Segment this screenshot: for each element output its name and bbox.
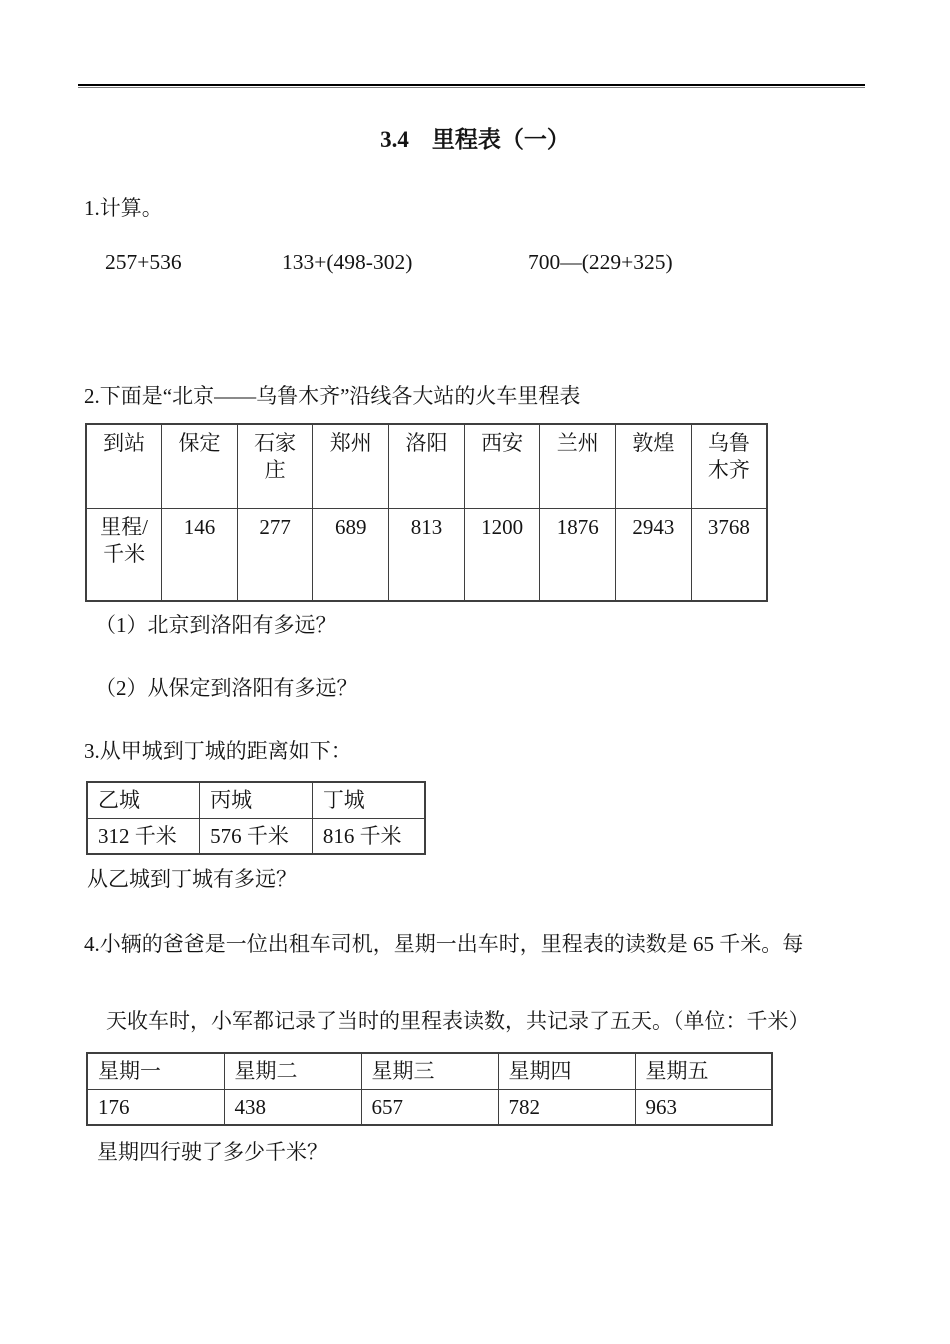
q3-value-cell: 816 千米 — [312, 819, 425, 855]
q3-header-cell: 丙城 — [200, 782, 313, 819]
q2-header-cell: 到站 — [86, 424, 162, 509]
q2-value-cell: 1876 — [540, 509, 616, 602]
q4-text-line2: 天收车时，小军都记录了当时的里程表读数，共记录了五天。（单位：千米） — [106, 1009, 810, 1033]
q4-value-cell: 176 — [87, 1090, 224, 1126]
q2-value-cell: 689 — [313, 509, 389, 602]
q2-value-cell: 2943 — [616, 509, 692, 602]
q3-question: 从乙城到丁城有多远？ — [87, 867, 297, 891]
q1-label: 1.计算。 — [84, 196, 163, 220]
q4-text-line1: 4.小辆的爸爸是一位出租车司机，星期一出车时，里程表的读数是 65 千米。每 — [84, 932, 804, 956]
q2-value-cell: 277 — [237, 509, 313, 602]
q2-header-cell: 敦煌 — [616, 424, 692, 509]
q4-value-cell: 963 — [635, 1090, 772, 1126]
q4-value-cell: 782 — [498, 1090, 635, 1126]
q3-value-cell: 312 千米 — [87, 819, 200, 855]
q4-table-data-row — [87, 1090, 772, 1126]
q4-question: 星期四行驶了多少千米？ — [97, 1140, 328, 1164]
q3-table-data-row — [87, 819, 425, 855]
q4-table-header-row — [87, 1053, 772, 1090]
q2-header-cell: 兰州 — [540, 424, 616, 509]
q4-header-cell: 星期二 — [224, 1053, 361, 1090]
q3-intro: 3.从甲城到丁城的距离如下： — [84, 739, 352, 763]
q3-distance-table — [86, 781, 426, 855]
q4-header-cell: 星期五 — [635, 1053, 772, 1090]
q1-expression-3: 700—(229+325) — [528, 250, 673, 274]
q2-value-cell: 3768 — [691, 509, 767, 602]
q4-header-cell: 星期一 — [87, 1053, 224, 1090]
q2-subquestion-1: （1）北京到洛阳有多远？ — [95, 613, 337, 637]
q3-table-header-row — [87, 782, 425, 819]
q2-header-cell: 西安 — [464, 424, 540, 509]
q2-header-cell: 洛阳 — [389, 424, 465, 509]
q4-value-cell: 657 — [361, 1090, 498, 1126]
q4-header-cell: 星期四 — [498, 1053, 635, 1090]
q2-mileage-table — [85, 423, 768, 602]
q2-value-cell: 1200 — [464, 509, 540, 602]
q2-header-cell: 郑州 — [313, 424, 389, 509]
q1-expression-1: 257+536 — [105, 250, 182, 274]
q2-intro: 2.下面是“北京——乌鲁木齐”沿线各大站的火车里程表 — [84, 384, 581, 408]
q3-header-cell: 乙城 — [87, 782, 200, 819]
q4-odometer-table — [86, 1052, 773, 1126]
page-title: 3.4 里程表（一） — [380, 127, 570, 152]
q3-value-cell: 576 千米 — [200, 819, 313, 855]
q4-value-cell: 438 — [224, 1090, 361, 1126]
q4-header-cell: 星期三 — [361, 1053, 498, 1090]
q2-table-data-row — [86, 509, 767, 602]
q2-value-cell: 813 — [389, 509, 465, 602]
q1-expressions — [0, 250, 950, 282]
q2-row-label-cell: 里程/千米 — [86, 509, 162, 602]
q2-header-cell: 保定 — [162, 424, 238, 509]
q3-header-cell: 丁城 — [312, 782, 425, 819]
q1-expression-2: 133+(498-302) — [282, 250, 413, 274]
q2-table-header-row — [86, 424, 767, 509]
q2-subquestion-2: （2）从保定到洛阳有多远？ — [95, 676, 358, 700]
q2-value-cell: 146 — [162, 509, 238, 602]
header-rule — [78, 84, 865, 88]
q2-header-cell: 乌鲁木齐 — [691, 424, 767, 509]
q2-header-cell: 石家庄 — [237, 424, 313, 509]
